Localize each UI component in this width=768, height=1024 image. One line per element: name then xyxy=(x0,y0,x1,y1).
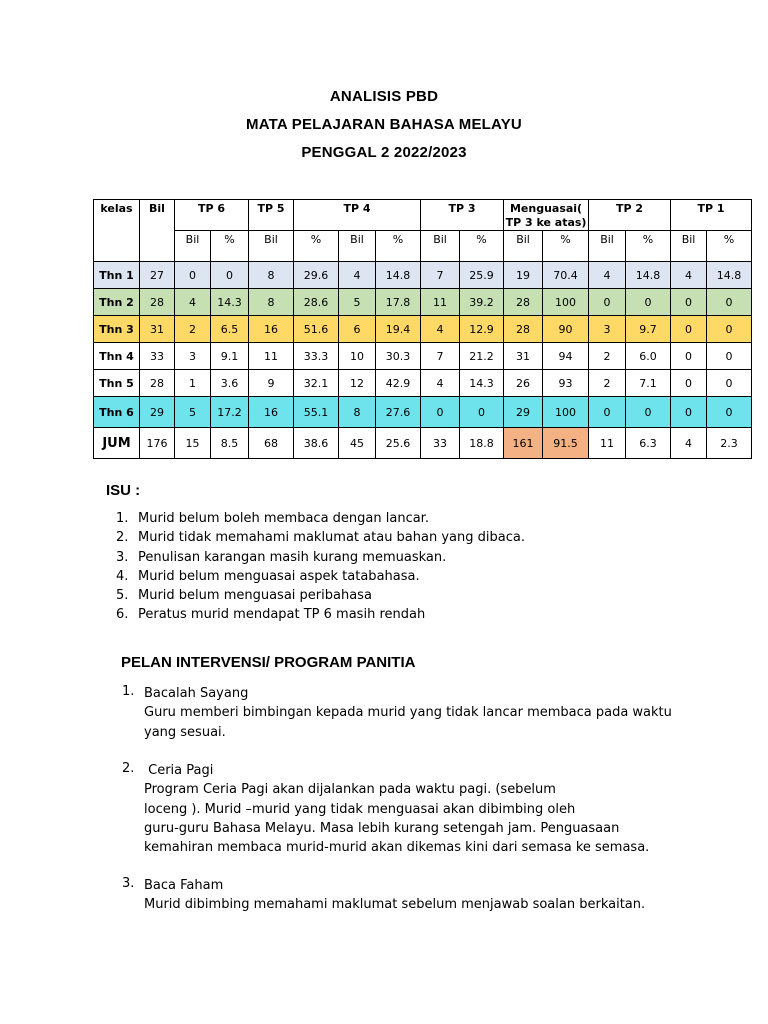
table-cell: 90 xyxy=(543,316,589,343)
program-item-ceria-pagi xyxy=(122,761,649,857)
table-cell: 14.3 xyxy=(460,370,504,397)
header-tp3: TP 3 xyxy=(421,200,504,231)
table-row-thn1 xyxy=(94,262,752,289)
table-cell: 51.6 xyxy=(294,316,339,343)
table-cell: 2.3 xyxy=(707,428,752,459)
subheader-cell: % xyxy=(707,231,752,262)
table-cell: 6 xyxy=(339,316,376,343)
table-cell: 10 xyxy=(339,343,376,370)
table-cell: 2 xyxy=(175,316,211,343)
table-cell: 7.1 xyxy=(626,370,671,397)
table-cell: 0 xyxy=(211,262,249,289)
program-line: kemahiran membaca murid-murid akan dikemas kini dari semasa ke semasa. xyxy=(144,840,650,856)
table-cell: 17.8 xyxy=(376,289,421,316)
list-item xyxy=(116,509,525,528)
subheader-cell: Bil xyxy=(339,231,376,262)
table-cell: 28.6 xyxy=(294,289,339,316)
table-cell: 6.5 xyxy=(211,316,249,343)
program-item-baca-faham xyxy=(122,876,645,915)
program-title: Ceria Pagi xyxy=(144,763,214,778)
table-cell: 0 xyxy=(707,289,752,316)
table-cell: 18.8 xyxy=(460,428,504,459)
pelan-heading: PELAN INTERVENSI/ PROGRAM PANITIA xyxy=(121,654,416,671)
header-row-sub xyxy=(94,231,752,262)
row-label: Thn 3 xyxy=(94,316,140,343)
table-cell: 33 xyxy=(140,343,175,370)
table-cell: 28 xyxy=(140,289,175,316)
row-label: Thn 2 xyxy=(94,289,140,316)
table-cell: 25.9 xyxy=(460,262,504,289)
program-item-bacalah-sayang xyxy=(122,684,672,742)
list-item xyxy=(116,567,525,586)
subheader-cell: % xyxy=(376,231,421,262)
subheader-cell: Bil xyxy=(589,231,626,262)
table-cell: 4 xyxy=(589,262,626,289)
table-cell: 16 xyxy=(249,397,294,428)
program-number: 1. xyxy=(122,684,135,699)
table-row-thn6 xyxy=(94,397,752,428)
total-menguasai-percent: 91.5 xyxy=(543,428,589,459)
table-cell: 27.6 xyxy=(376,397,421,428)
table-cell: 0 xyxy=(707,397,752,428)
table-cell: 0 xyxy=(671,397,707,428)
list-number: 1. xyxy=(116,511,129,526)
list-number: 2. xyxy=(116,530,129,546)
program-title: Baca Faham xyxy=(144,878,224,893)
table-cell: 38.6 xyxy=(294,428,339,459)
table-row-thn2 xyxy=(94,289,752,316)
table-cell: 4 xyxy=(671,428,707,459)
table-cell: 4 xyxy=(421,370,460,397)
table-cell: 19.4 xyxy=(376,316,421,343)
header-tp4: TP 4 xyxy=(294,200,421,231)
table-cell: 8.5 xyxy=(211,428,249,459)
subheader-cell: Bil xyxy=(671,231,707,262)
header-tp5: TP 5 xyxy=(249,200,294,231)
table-cell: 0 xyxy=(626,397,671,428)
table-cell: 42.9 xyxy=(376,370,421,397)
table-cell: 3 xyxy=(175,343,211,370)
program-body xyxy=(144,684,672,742)
table-cell: 27 xyxy=(140,262,175,289)
program-body xyxy=(144,876,645,915)
list-text: Murid belum menguasai aspek tatabahasa. xyxy=(138,568,420,584)
table-cell: 7 xyxy=(421,343,460,370)
table-cell: 4 xyxy=(339,262,376,289)
subheader-cell: Bil xyxy=(175,231,211,262)
table-cell: 7 xyxy=(421,262,460,289)
table-cell: 0 xyxy=(707,370,752,397)
list-number: 5. xyxy=(116,588,129,604)
table-cell: 9.1 xyxy=(211,343,249,370)
list-number: 6. xyxy=(116,607,129,623)
list-item xyxy=(116,528,525,547)
table-cell: 33 xyxy=(421,428,460,459)
table-cell: 11 xyxy=(589,428,626,459)
header-tp6: TP 6 xyxy=(175,200,249,231)
table-cell: 17.2 xyxy=(211,397,249,428)
table-cell: 14.8 xyxy=(626,262,671,289)
subheader-cell: % xyxy=(294,231,339,262)
table-cell: 0 xyxy=(707,343,752,370)
header-row-main xyxy=(94,200,752,231)
table-cell: 6.0 xyxy=(626,343,671,370)
table-cell: 28 xyxy=(504,289,543,316)
program-line: Program Ceria Pagi akan dijalankan pada waktu pagi. (sebelum xyxy=(144,782,556,798)
table-cell: 0 xyxy=(671,316,707,343)
table-cell: 25.6 xyxy=(376,428,421,459)
table-cell: 29 xyxy=(504,397,543,428)
list-number: 4. xyxy=(116,568,129,584)
table-cell: 15 xyxy=(175,428,211,459)
program-line: Murid dibimbing memahami maklumat sebelum menjawab soalan berkaitan. xyxy=(144,897,646,913)
header-tp2: TP 2 xyxy=(589,200,671,231)
table-cell: 4 xyxy=(671,262,707,289)
table-cell: 33.3 xyxy=(294,343,339,370)
table-cell: 16 xyxy=(249,316,294,343)
subject-title: MATA PELAJARAN BAHASA MELAYU xyxy=(246,116,522,133)
isu-heading: ISU : xyxy=(106,482,141,499)
table-cell: 0 xyxy=(671,289,707,316)
table-cell: 0 xyxy=(707,316,752,343)
table-cell: 5 xyxy=(339,289,376,316)
list-number: 3. xyxy=(116,549,129,565)
table-cell: 3.6 xyxy=(211,370,249,397)
table-cell: 11 xyxy=(249,343,294,370)
table-cell: 0 xyxy=(175,262,211,289)
table-row-jum xyxy=(94,428,752,459)
program-line: yang sesuai. xyxy=(144,724,226,740)
table-cell: 0 xyxy=(460,397,504,428)
subheader-cell: % xyxy=(460,231,504,262)
table-cell: 29.6 xyxy=(294,262,339,289)
table-cell: 2 xyxy=(589,370,626,397)
row-label: JUM xyxy=(94,428,140,459)
table-cell: 8 xyxy=(249,289,294,316)
document-title: ANALISIS PBD xyxy=(329,88,439,105)
table-cell: 4 xyxy=(421,316,460,343)
table-cell: 2 xyxy=(589,343,626,370)
table-cell: 4 xyxy=(175,289,211,316)
table-cell: 30.3 xyxy=(376,343,421,370)
table-cell: 0 xyxy=(421,397,460,428)
table-row-thn4 xyxy=(94,343,752,370)
table-cell: 0 xyxy=(626,289,671,316)
table-cell: 31 xyxy=(140,316,175,343)
table-cell: 70.4 xyxy=(543,262,589,289)
table-cell: 0 xyxy=(589,289,626,316)
table-cell: 1 xyxy=(175,370,211,397)
table-cell: 68 xyxy=(249,428,294,459)
program-line: loceng ). Murid –murid yang tidak menguasai akan dibimbing oleh xyxy=(144,801,576,817)
table-cell: 11 xyxy=(421,289,460,316)
table-cell: 94 xyxy=(543,343,589,370)
row-label: Thn 6 xyxy=(94,397,140,428)
subheader-cell: Bil xyxy=(249,231,294,262)
header-kelas: kelas xyxy=(94,200,140,262)
table-cell: 19 xyxy=(504,262,543,289)
table-cell: 29 xyxy=(140,397,175,428)
table-cell: 21.2 xyxy=(460,343,504,370)
header-menguasai: Menguasai( TP 3 ke atas) xyxy=(504,200,589,231)
table-cell: 32.1 xyxy=(294,370,339,397)
table-cell: 176 xyxy=(140,428,175,459)
list-text: Murid belum menguasai peribahasa xyxy=(138,588,372,604)
table-cell: 26 xyxy=(504,370,543,397)
program-number: 3. xyxy=(122,876,135,891)
program-line: guru-guru Bahasa Melayu. Masa lebih kurang setengah jam. Penguasaan xyxy=(144,820,620,836)
total-menguasai-bil: 161 xyxy=(504,428,543,459)
subheader-cell: % xyxy=(626,231,671,262)
header-bil: Bil xyxy=(140,200,175,262)
list-text: Murid tidak memahami maklumat atau bahan yang dibaca. xyxy=(138,530,525,546)
table-cell: 0 xyxy=(589,397,626,428)
program-body xyxy=(144,761,649,857)
isu-list xyxy=(116,509,525,625)
subheader-cell: % xyxy=(543,231,589,262)
table-cell: 0 xyxy=(671,370,707,397)
table-cell: 12 xyxy=(339,370,376,397)
table-cell: 31 xyxy=(504,343,543,370)
table-cell: 100 xyxy=(543,397,589,428)
program-number: 2. xyxy=(122,761,135,776)
program-line: Guru memberi bimbingan kepada murid yang tidak lancar membaca pada waktu xyxy=(144,705,672,721)
subheader-cell: % xyxy=(211,231,249,262)
table-cell: 55.1 xyxy=(294,397,339,428)
list-item xyxy=(116,605,525,624)
pbd-analysis-table xyxy=(93,199,752,459)
table-cell: 93 xyxy=(543,370,589,397)
table-cell: 12.9 xyxy=(460,316,504,343)
row-label: Thn 4 xyxy=(94,343,140,370)
table-row-thn3 xyxy=(94,316,752,343)
list-text: Murid belum boleh membaca dengan lancar. xyxy=(138,511,429,526)
table-row-thn5 xyxy=(94,370,752,397)
subheader-cell: Bil xyxy=(421,231,460,262)
table-cell: 39.2 xyxy=(460,289,504,316)
table-cell: 14.8 xyxy=(376,262,421,289)
header-tp1: TP 1 xyxy=(671,200,752,231)
subheader-cell: Bil xyxy=(504,231,543,262)
table-cell: 8 xyxy=(339,397,376,428)
table-cell: 28 xyxy=(140,370,175,397)
list-text: Penulisan karangan masih kurang memuaskan. xyxy=(138,549,447,565)
table-cell: 14.3 xyxy=(211,289,249,316)
table-cell: 3 xyxy=(589,316,626,343)
program-title: Bacalah Sayang xyxy=(144,686,249,701)
list-item xyxy=(116,548,525,567)
table-cell: 100 xyxy=(543,289,589,316)
term-title: PENGGAL 2 2022/2023 xyxy=(301,144,467,161)
row-label: Thn 5 xyxy=(94,370,140,397)
table-cell: 9 xyxy=(249,370,294,397)
list-item xyxy=(116,586,525,605)
table-cell: 0 xyxy=(671,343,707,370)
table-cell: 9.7 xyxy=(626,316,671,343)
list-text: Peratus murid mendapat TP 6 masih rendah xyxy=(138,607,426,623)
table-cell: 14.8 xyxy=(707,262,752,289)
row-label: Thn 1 xyxy=(94,262,140,289)
table-cell: 28 xyxy=(504,316,543,343)
table-cell: 6.3 xyxy=(626,428,671,459)
table-cell: 5 xyxy=(175,397,211,428)
table-cell: 8 xyxy=(249,262,294,289)
table-cell: 45 xyxy=(339,428,376,459)
